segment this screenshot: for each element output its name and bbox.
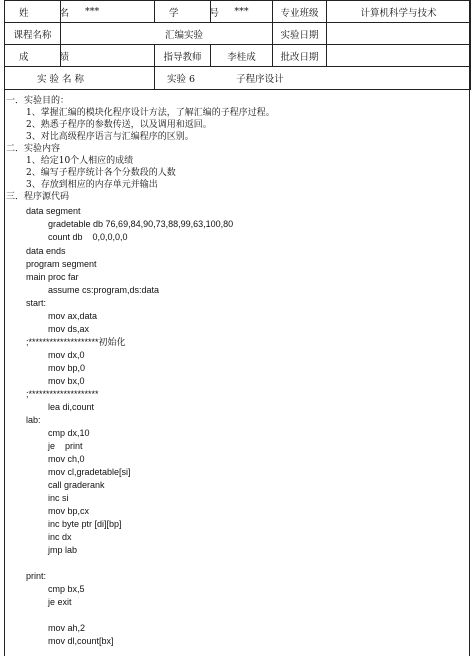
section-heading: 三．程序源代码: [6, 192, 70, 202]
code-line: call graderank: [48, 480, 105, 490]
code-line: mov ax,data: [48, 311, 98, 321]
course-value: 汇编实验: [61, 23, 273, 45]
code-line: mov bx,0: [48, 376, 85, 386]
code-line: data segment: [26, 206, 81, 216]
text-line: 1、给定10个人相应的成绩: [26, 156, 134, 166]
date-value: [327, 23, 471, 45]
name-value: ***: [61, 1, 155, 23]
code-line: main proc far: [26, 272, 79, 282]
code-line: je print: [48, 441, 83, 451]
code-line: assume cs:program,ds:data: [48, 285, 160, 295]
section-heading: 二．实验内容: [6, 144, 61, 154]
code-line: mov cl,gradetable[si]: [48, 467, 131, 477]
code-line: inc dx: [48, 532, 72, 542]
text-line: 3、对比高级程序语言与汇编程序的区别。: [26, 132, 194, 142]
name-label: 姓 名: [5, 1, 61, 23]
course-label: 课程名称: [5, 23, 61, 45]
code-line: mov dx,0: [48, 350, 85, 360]
exp-title-cell: [155, 67, 471, 90]
exp-name-label: 实 验 名 称: [5, 67, 155, 90]
section-heading: 一．实验目的：: [6, 96, 70, 106]
class-label: 专业班级: [273, 1, 327, 23]
code-line: cmp bx,5: [48, 584, 85, 594]
code-line: data ends: [26, 246, 66, 256]
code-label: print:: [26, 571, 47, 581]
code-line: count db 0,0,0,0,0: [48, 232, 128, 242]
text-line: 2、编写子程序统计各个分数段的人数: [26, 168, 176, 178]
code-line: inc byte ptr [di][bp]: [48, 519, 122, 529]
grade-label: 成 绩: [5, 45, 61, 67]
class-value: 计算机科学与技术: [327, 1, 471, 23]
code-line: inc si: [48, 493, 69, 503]
code-line: mov ch,0: [48, 454, 85, 464]
code-comment: ;********************: [26, 389, 99, 399]
review-value: [327, 45, 471, 67]
code-label: lab:: [26, 415, 41, 425]
date-label: 实验日期: [273, 23, 327, 45]
text-line: 2、熟悉子程序的参数传送，以及调用和返回。: [26, 120, 212, 130]
text-line: 3、存放到相应的内存单元并输出: [26, 180, 158, 190]
code-line: mov bp,0: [48, 363, 86, 373]
id-value: ***: [211, 1, 273, 23]
code-line: mov dl,count[bx]: [48, 636, 114, 646]
code-comment: ;********************初始化: [26, 337, 126, 347]
teacher-value: 李桂成: [211, 45, 273, 67]
code-line: cmp dx,10: [48, 428, 90, 438]
code-line: je exit: [48, 597, 72, 607]
exp-number: 实验 6: [167, 74, 196, 85]
code-line: start:: [26, 298, 47, 308]
review-label: 批改日期: [273, 45, 327, 67]
code-line: lea di,count: [48, 402, 95, 412]
exp-title: 子程序设计: [236, 74, 284, 85]
id-label: 学 号: [155, 1, 211, 23]
teacher-label: 指导教师: [155, 45, 211, 67]
code-line: mov bp,cx: [48, 506, 90, 516]
text-line: 1、掌握汇编的模块化程序设计方法，了解汇编的子程序过程。: [26, 108, 275, 118]
code-line: jmp lab: [48, 545, 78, 555]
code-line: mov ds,ax: [48, 324, 90, 334]
code-line: mov ah,2: [48, 623, 86, 633]
code-line: gradetable db 76,69,84,90,73,88,99,63,100,80: [48, 219, 234, 229]
code-line: program segment: [26, 259, 97, 269]
header-table: [4, 0, 471, 90]
